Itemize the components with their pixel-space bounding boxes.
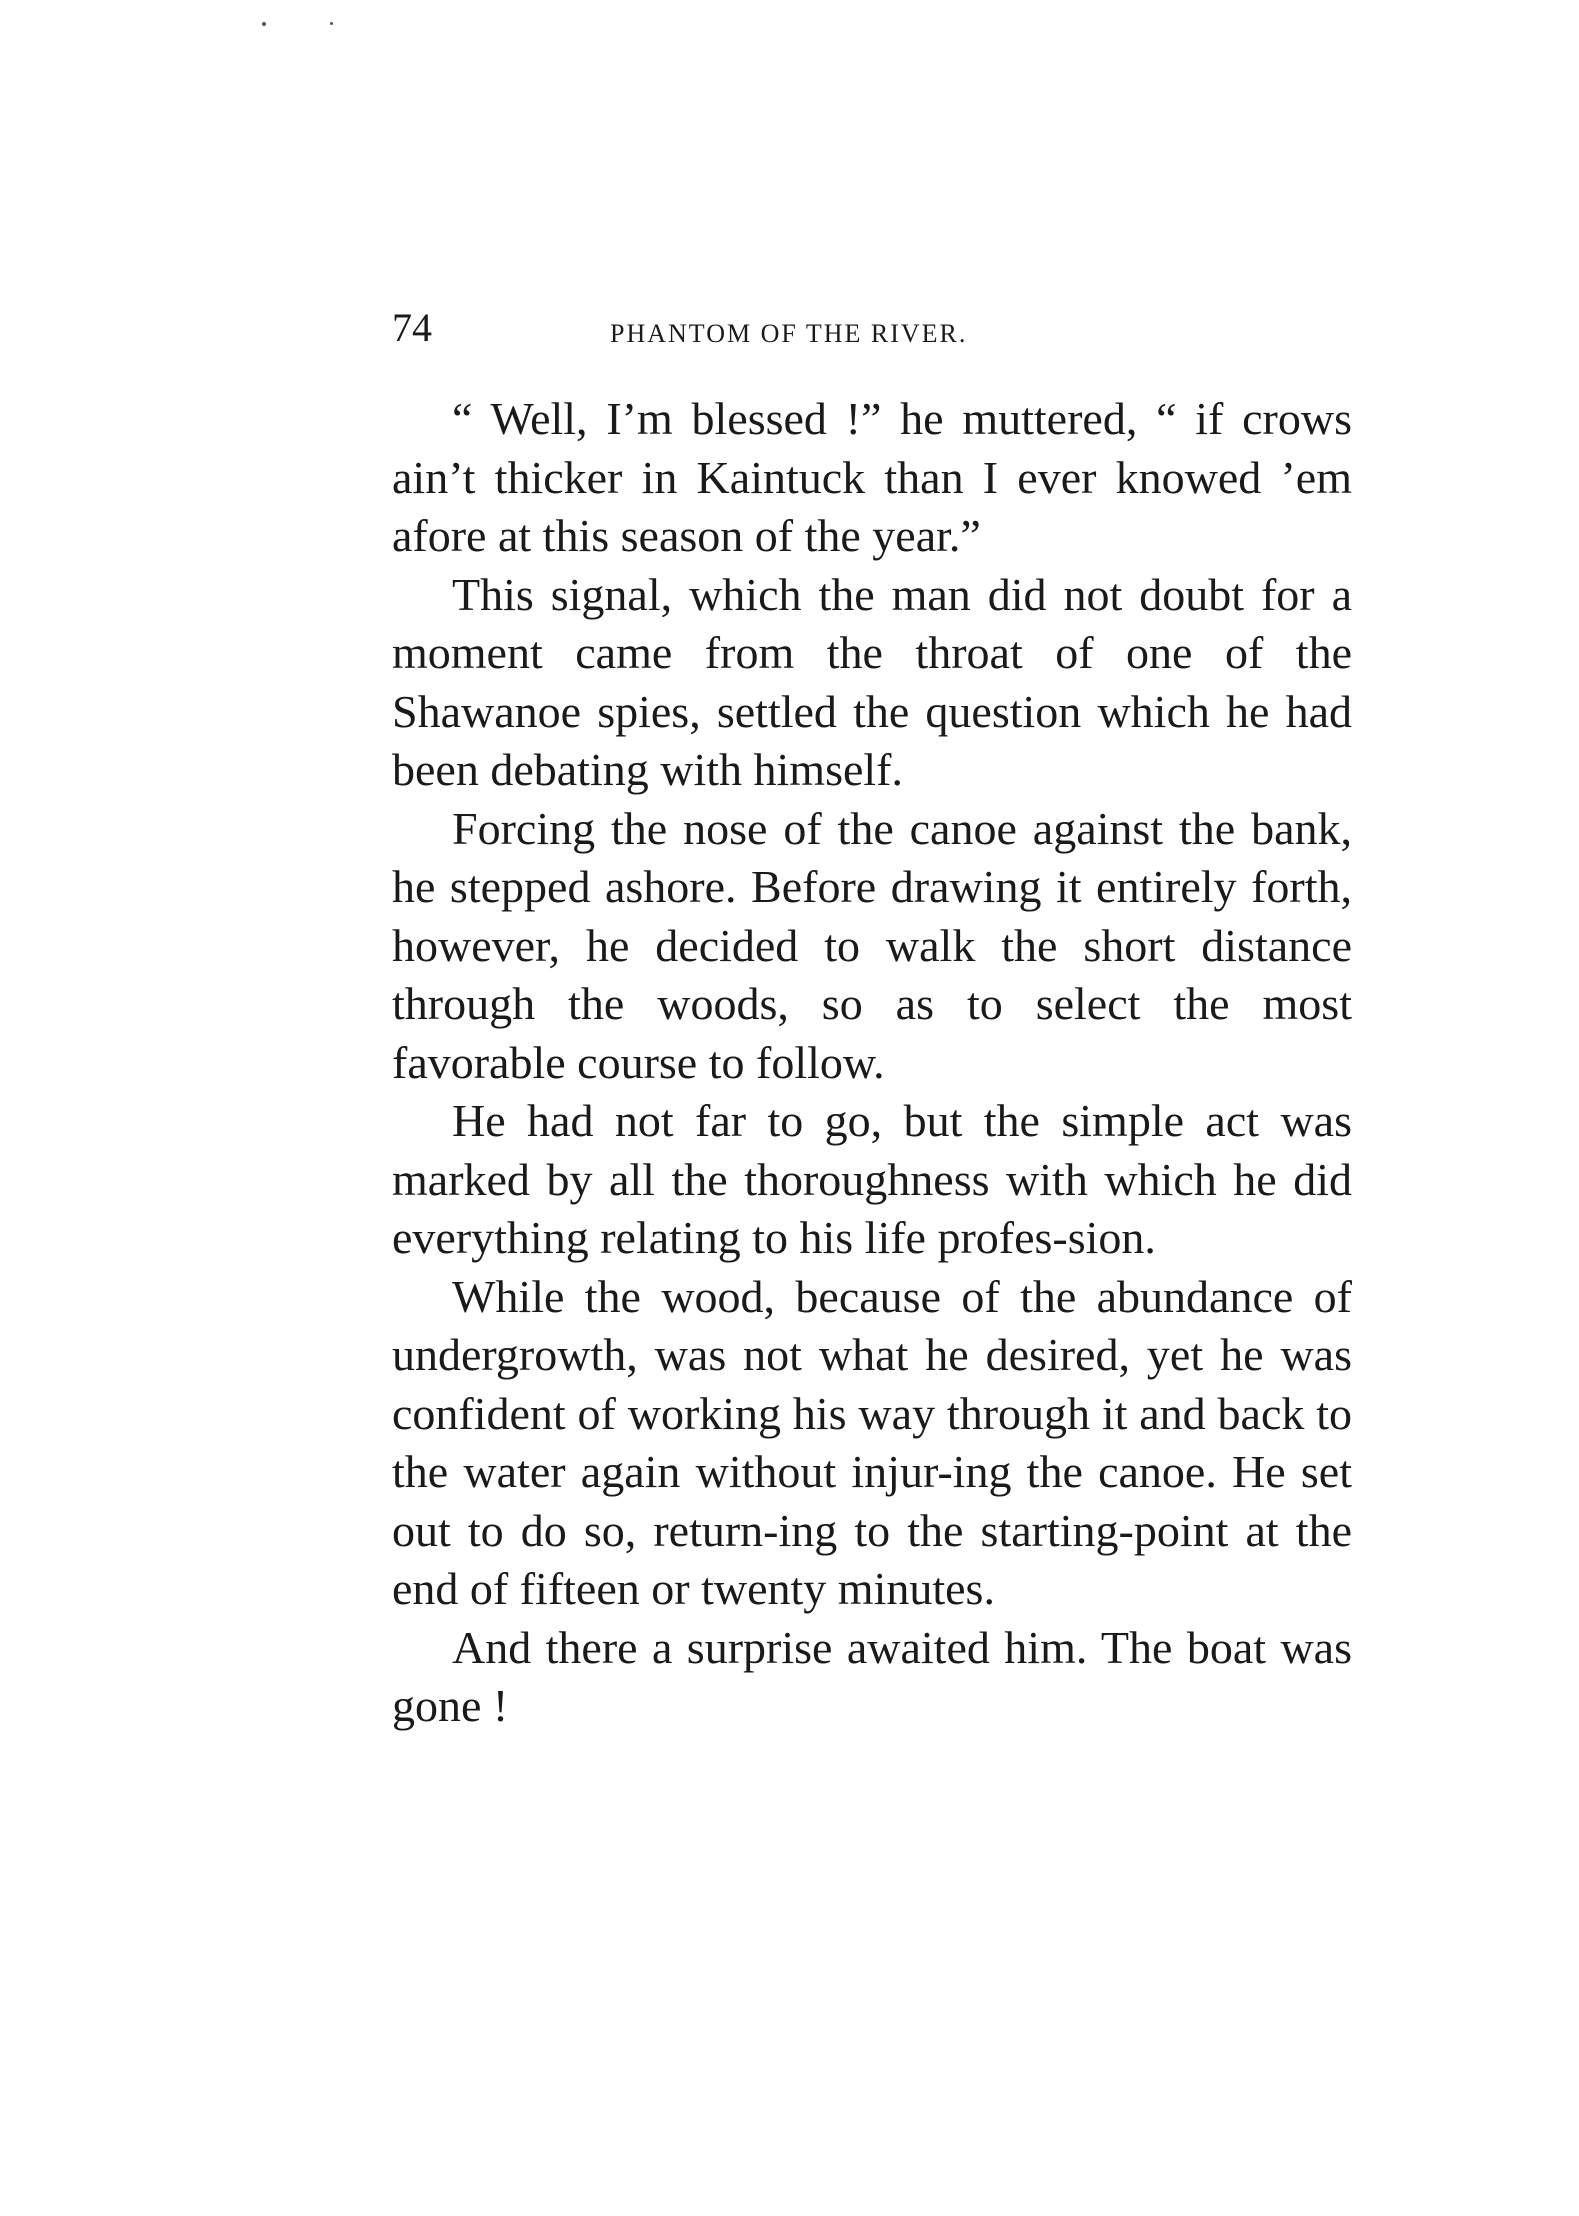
running-head: PHANTOM OF THE RIVER. bbox=[610, 319, 968, 348]
paragraph: While the wood, because of the abundance of undergrowth, was not what he desired, yet he was confident of working his way through it and back to the water again without injur-ing the canoe. He set out to do so, return-ing to the starting-point at the end of fifteen or twenty minutes. bbox=[392, 1270, 1352, 1614]
print-speck bbox=[330, 22, 333, 25]
body-text bbox=[392, 390, 1352, 1736]
paragraph: And there a surprise awaited him. The boat was gone ! bbox=[392, 1621, 1352, 1731]
paragraph: This signal, which the man did not doubt for a moment came from the throat of one of the Shawanoe spies, settled the question which he had been debating with himself. bbox=[392, 568, 1352, 795]
paragraph: He had not far to go, but the simple act was marked by all the thoroughness with which he did everything relating to his life profes-sion. bbox=[392, 1095, 1352, 1263]
print-speck bbox=[262, 22, 266, 26]
paragraph: “ Well, I’m blessed !” he muttered, “ if crows ain’t thicker in Kaintuck than I ever knowed ’em afore at this season of the year.” bbox=[392, 393, 1352, 561]
page-header bbox=[392, 298, 1352, 358]
page-number: 74 bbox=[392, 305, 432, 350]
paragraph: Forcing the nose of the canoe against the bank, he stepped ashore. Before drawing it entirely forth, however, he decided to walk the short distance through the woods, so as to select the most favorable course to follow. bbox=[392, 802, 1352, 1088]
